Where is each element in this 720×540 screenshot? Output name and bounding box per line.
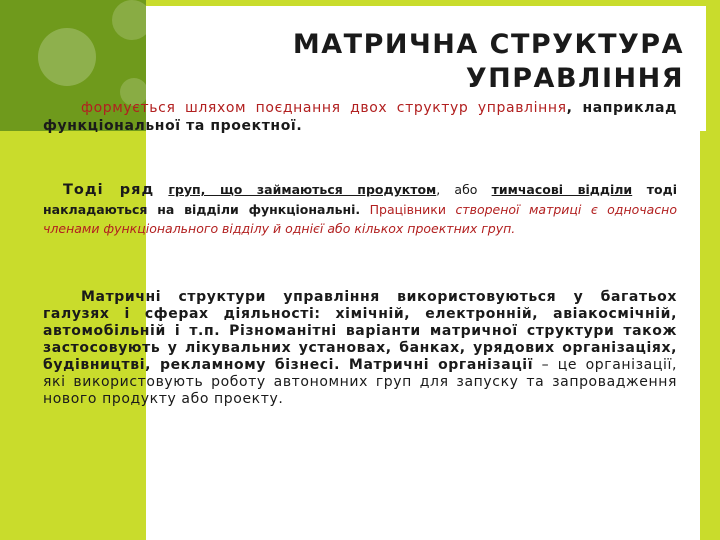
intro-bold-text: , наприклад функціональної та проектної. [43,100,677,134]
lead-text: Тоді ряд [63,182,155,198]
paragraph-matrix [43,180,677,238]
right-band-lime [700,131,720,540]
underlined-departments: тимчасові відділи [491,182,633,197]
paragraph-intro [43,99,677,135]
usage-bold: Матричні структури управління використовуються у багатьох галузях і сферах діяльності: хімічній, електронній, авіакосмічній, автомобільній і т.п. Різноманітні варіанти матричної структури також застосовують у лікувальних установах, банках, урядових організаціях, будівництві, рекламному бізнесі. Матричні організації [43,289,677,373]
slide-body [43,99,677,408]
usage-normal: – це організації, які використовують роботу автономних груп для запуску та запровадження нового продукту або проекту. [43,357,677,407]
intro-red-text: формується шляхом поєднання двох структур управління [81,100,567,116]
workers-red: Працівники [369,202,446,217]
workers-italic: створеної матриці є одночасно членами функціонального відділу й однієї або кількох проектних груп. [43,202,678,236]
decor-circle-large [38,28,96,86]
paragraph-usage [43,289,677,408]
mid-text-1: , або [436,182,478,197]
mid-text-2: тоді накладаються на відділи функціональні. [43,182,677,217]
slide-title: МАТРИЧНА СТРУКТУРА УПРАВЛІННЯ [292,29,684,94]
underlined-groups: груп, що займаються продуктом [168,182,437,197]
